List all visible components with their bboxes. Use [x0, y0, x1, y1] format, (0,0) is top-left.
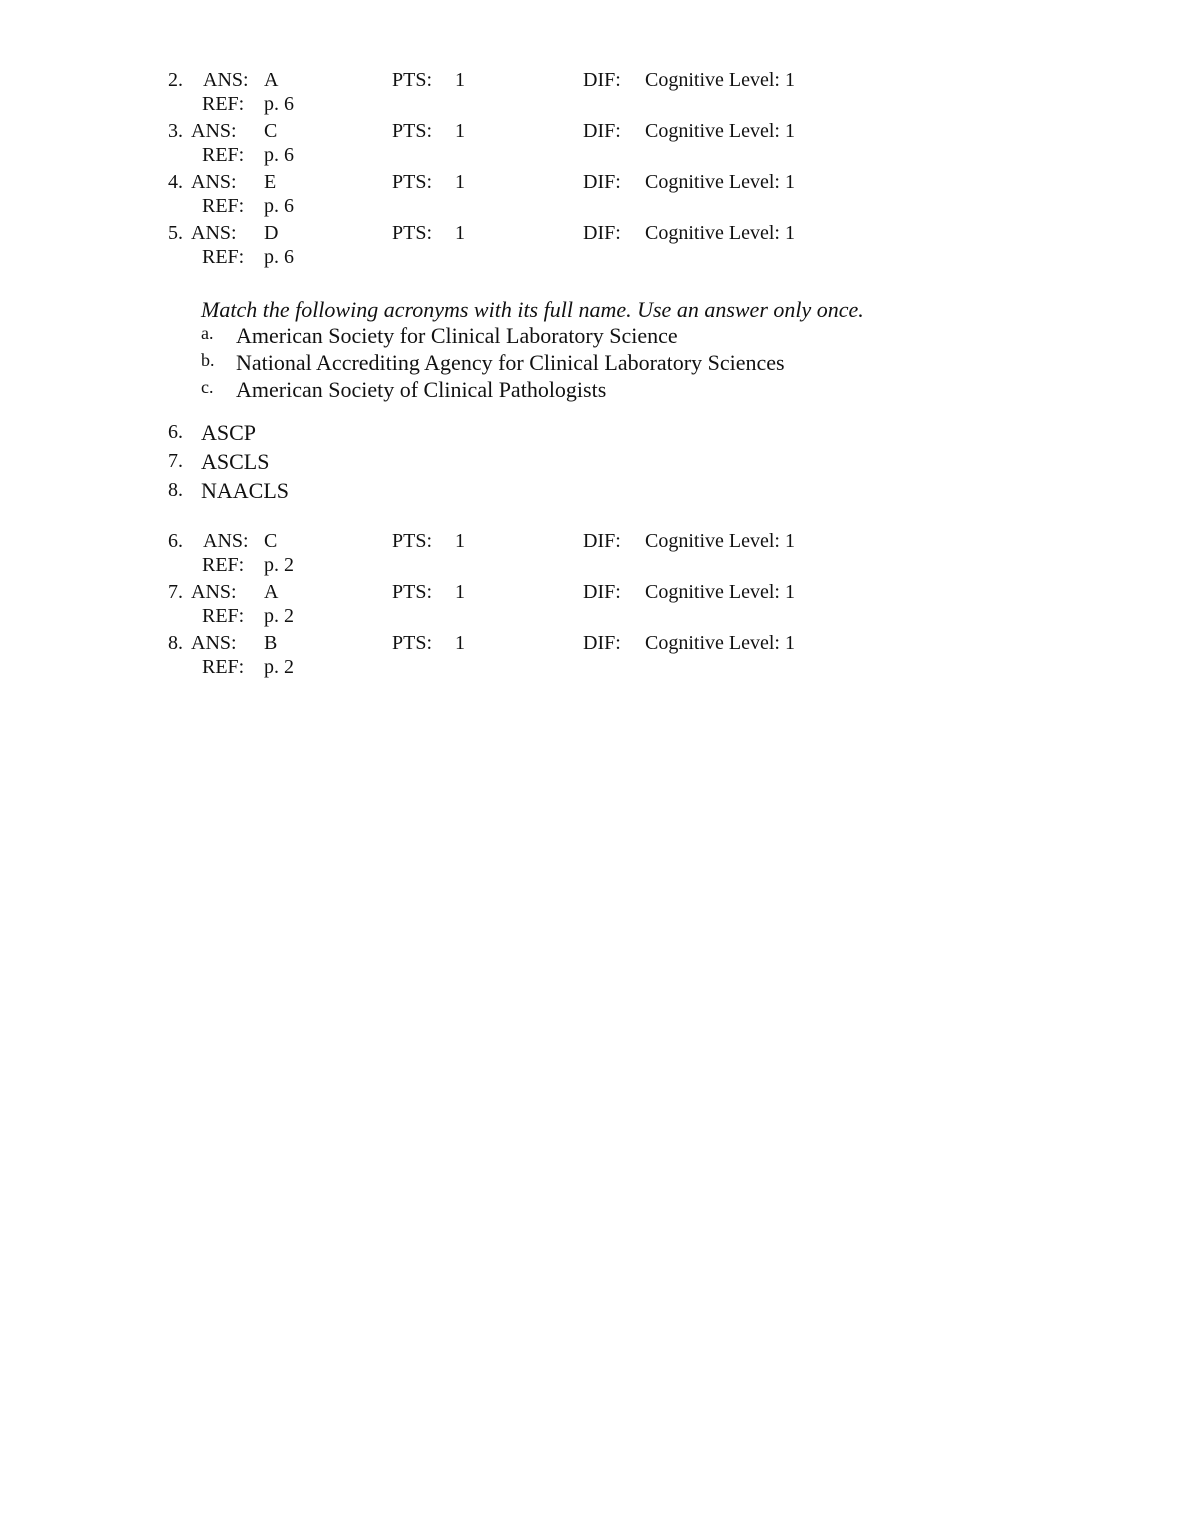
choice-letter: c.: [201, 377, 214, 397]
pts-label: PTS:: [392, 171, 433, 193]
choice-item: [0, 350, 1190, 377]
answer-row: [0, 530, 1190, 581]
ans-label: ANS:: [191, 581, 237, 603]
ref-value: p. 6: [264, 195, 294, 217]
dif-label: DIF:: [583, 171, 621, 193]
question-number: 5.: [168, 222, 183, 244]
ans-value: A: [264, 69, 279, 91]
ref-label: REF:: [202, 195, 245, 217]
ref-label: REF:: [202, 656, 245, 678]
choice-text: American Society for Clinical Laboratory Science: [236, 323, 678, 348]
choice-letter: a.: [201, 323, 214, 343]
dif-value: Cognitive Level: 1: [645, 222, 795, 244]
ref-label: REF:: [202, 246, 245, 268]
matching-instruction: Match the following acronyms with its full name. Use an answer only once.: [201, 297, 864, 322]
choice-text: American Society of Clinical Pathologists: [236, 377, 607, 402]
pts-label: PTS:: [392, 581, 433, 603]
question-number: 2.: [168, 69, 183, 91]
question-number: 6.: [168, 530, 183, 552]
answer-row: [0, 632, 1190, 683]
item-text: ASCP: [201, 420, 257, 445]
pts-value: 1: [455, 581, 465, 603]
dif-value: Cognitive Level: 1: [645, 530, 795, 552]
pts-value: 1: [455, 222, 465, 244]
ans-value: B: [264, 632, 278, 654]
ans-value: C: [264, 530, 278, 552]
ans-value: D: [264, 222, 279, 244]
dif-value: Cognitive Level: 1: [645, 581, 795, 603]
answer-row: [0, 222, 1190, 273]
dif-value: Cognitive Level: 1: [645, 632, 795, 654]
ans-label: ANS:: [191, 632, 237, 654]
item-number: 8.: [168, 479, 183, 501]
matching-item: [0, 420, 1190, 449]
pts-label: PTS:: [392, 69, 433, 91]
matching-item: [0, 449, 1190, 478]
ans-label: ANS:: [191, 171, 237, 193]
answer-row: [0, 171, 1190, 222]
pts-label: PTS:: [392, 632, 433, 654]
answer-row: [0, 69, 1190, 120]
question-number: 3.: [168, 120, 183, 142]
dif-value: Cognitive Level: 1: [645, 69, 795, 91]
ref-label: REF:: [202, 554, 245, 576]
ref-label: REF:: [202, 93, 245, 115]
item-number: 7.: [168, 450, 183, 472]
ans-value: C: [264, 120, 278, 142]
pts-label: PTS:: [392, 530, 433, 552]
ans-value: A: [264, 581, 279, 603]
matching-choices: [0, 323, 1190, 404]
ref-value: p. 2: [264, 656, 294, 678]
matching-items: [0, 420, 1190, 507]
pts-value: 1: [455, 632, 465, 654]
question-number: 8.: [168, 632, 183, 654]
pts-value: 1: [455, 120, 465, 142]
item-text: ASCLS: [201, 449, 270, 474]
ref-value: p. 2: [264, 605, 294, 627]
question-number: 7.: [168, 581, 183, 603]
ans-label: ANS:: [191, 222, 237, 244]
dif-label: DIF:: [583, 632, 621, 654]
ref-value: p. 2: [264, 554, 294, 576]
ans-value: E: [264, 171, 277, 193]
item-number: 6.: [168, 421, 183, 443]
dif-label: DIF:: [583, 222, 621, 244]
question-number: 4.: [168, 171, 183, 193]
choice-item: [0, 323, 1190, 350]
pts-label: PTS:: [392, 120, 433, 142]
ref-label: REF:: [202, 144, 245, 166]
pts-label: PTS:: [392, 222, 433, 244]
ans-label: ANS:: [203, 530, 249, 552]
item-text: NAACLS: [201, 478, 290, 503]
choice-item: [0, 377, 1190, 404]
choice-letter: b.: [201, 350, 215, 370]
ref-value: p. 6: [264, 93, 294, 115]
answer-row: [0, 120, 1190, 171]
choice-text: National Accrediting Agency for Clinical Laboratory Sciences: [236, 350, 785, 375]
ans-label: ANS:: [191, 120, 237, 142]
dif-label: DIF:: [583, 581, 621, 603]
ans-label: ANS:: [203, 69, 249, 91]
ref-label: REF:: [202, 605, 245, 627]
pts-value: 1: [455, 69, 465, 91]
dif-value: Cognitive Level: 1: [645, 171, 795, 193]
answer-row: [0, 581, 1190, 632]
dif-label: DIF:: [583, 530, 621, 552]
ref-value: p. 6: [264, 246, 294, 268]
ref-value: p. 6: [264, 144, 294, 166]
dif-label: DIF:: [583, 120, 621, 142]
dif-label: DIF:: [583, 69, 621, 91]
answer-key-group-1: [0, 69, 1190, 273]
answer-key-group-2: [0, 530, 1190, 683]
pts-value: 1: [455, 530, 465, 552]
matching-item: [0, 478, 1190, 507]
dif-value: Cognitive Level: 1: [645, 120, 795, 142]
pts-value: 1: [455, 171, 465, 193]
